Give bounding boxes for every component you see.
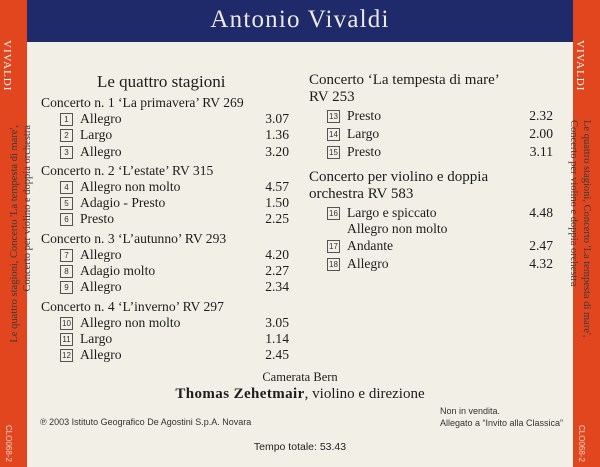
soloist-name: Thomas Zehetmair (175, 386, 305, 402)
track-duration: 4.48 (529, 205, 553, 220)
track-name: Allegro non molto (80, 315, 181, 330)
track-number: 2 (60, 129, 73, 142)
track-duration: 4.32 (529, 256, 553, 271)
track-name: Adagio - Presto (80, 195, 166, 210)
concerto-title: Concerto n. 1 ‘La primavera’ RV 269 (41, 95, 244, 110)
concerto-title-line: Concerto per violino e doppia (309, 169, 489, 185)
track-row[interactable] (327, 109, 553, 125)
track-row[interactable] (60, 280, 289, 296)
track-duration: 2.27 (265, 263, 289, 278)
soloist-line (0, 386, 600, 403)
track-name: Allegro (80, 111, 122, 126)
track-duration: 3.07 (265, 111, 289, 126)
sale-note-line: Allegato a “Invito alla Classica” (440, 418, 564, 428)
track-name-continued: Allegro non molto (347, 221, 448, 236)
track-row[interactable] (60, 112, 289, 128)
track-name: Presto (347, 108, 381, 123)
track-duration: 1.36 (265, 127, 289, 142)
side-line: Concerto per violino e doppia orchestra (22, 125, 33, 292)
track-name: Presto (347, 144, 381, 159)
spine-label: VIVALDI (574, 40, 586, 92)
track-name: Adagio molto (80, 263, 156, 278)
track-row[interactable] (60, 264, 289, 280)
track-number: 13 (327, 110, 340, 123)
track-name: Allegro non molto (80, 179, 181, 194)
ensemble-name: Camerata Bern (262, 370, 338, 384)
track-duration: 1.14 (265, 331, 289, 346)
track-number: 11 (60, 333, 73, 346)
track-row[interactable] (60, 348, 289, 364)
track-row[interactable] (60, 145, 289, 161)
concerto-title-line: orchestra RV 583 (309, 186, 414, 202)
concerto-title-line: RV 253 (309, 89, 355, 105)
track-row[interactable] (327, 257, 553, 273)
track-row[interactable] (60, 212, 289, 228)
track-name: Allegro (347, 256, 389, 271)
concerto-title: Concerto n. 2 ‘L’estate’ RV 315 (41, 163, 214, 178)
spine-code: CLO068-2 (577, 425, 586, 462)
copyright: ℗ 2003 Istituto Geografico De Agostini S.p.A. Novara (40, 417, 252, 427)
track-number: 18 (327, 258, 340, 271)
concerto-title (309, 72, 500, 106)
track-name: Presto (80, 211, 114, 226)
track-duration: 3.05 (265, 315, 289, 330)
track-duration: 4.20 (265, 247, 289, 262)
track-name: Largo e spiccato (347, 205, 437, 220)
composer-title: Antonio Vivaldi (210, 6, 390, 33)
track-duration: 2.00 (529, 126, 553, 141)
side-line: Le quattro stagioni, Concerto 'La tempesta di mare', (581, 120, 592, 338)
track-row[interactable] (327, 127, 553, 143)
track-row[interactable] (60, 180, 289, 196)
section-title: Le quattro stagioni (97, 72, 226, 91)
track-number: 4 (60, 181, 73, 194)
side-line: Le quattro stagioni, Concerto 'La tempesta di mare', (9, 125, 20, 343)
track-number: 10 (60, 317, 73, 330)
track-number: 17 (327, 240, 340, 253)
left-side-text (8, 125, 34, 455)
track-duration: 2.47 (529, 238, 553, 253)
track-number: 6 (60, 213, 73, 226)
sale-note (440, 405, 563, 429)
track-row[interactable] (327, 206, 553, 238)
spine-label: VIVALDI (1, 40, 13, 92)
track-name: Allegro (80, 144, 122, 159)
track-number: 7 (60, 249, 73, 262)
track-name: Allegro (80, 347, 122, 362)
track-number: 9 (60, 281, 73, 294)
track-number: 15 (327, 146, 340, 159)
track-row[interactable] (60, 316, 289, 332)
track-name: Andante (347, 238, 394, 253)
sale-note-line: Non in vendita. (440, 406, 501, 416)
track-duration: 4.57 (265, 179, 289, 194)
track-number: 1 (60, 113, 73, 126)
side-line: Concerto per violino e doppia orchestra (568, 120, 579, 287)
track-name: Largo (80, 331, 113, 346)
track-duration: 2.32 (529, 108, 553, 123)
track-duration: 2.25 (265, 211, 289, 226)
concerto-title: Concerto n. 3 ‘L’autunno’ RV 293 (41, 231, 227, 246)
title-banner (27, 0, 573, 42)
track-duration: 2.34 (265, 279, 289, 294)
track-number: 3 (60, 146, 73, 159)
concerto-title (309, 169, 488, 203)
concerto-title: Concerto n. 4 ‘L’inverno’ RV 297 (41, 299, 224, 314)
track-duration: 2.45 (265, 347, 289, 362)
track-name: Allegro (80, 247, 122, 262)
track-number: 14 (327, 128, 340, 141)
track-number: 8 (60, 265, 73, 278)
track-row[interactable] (327, 145, 553, 161)
track-duration: 3.20 (265, 144, 289, 159)
total-time: Tempo totale: 53.43 (253, 441, 347, 453)
track-row[interactable] (60, 196, 289, 212)
track-row[interactable] (60, 128, 289, 144)
track-row[interactable] (60, 248, 289, 264)
track-duration: 1.50 (265, 195, 289, 210)
track-name: Allegro (80, 279, 122, 294)
soloist-role: , violino e direzione (304, 386, 425, 402)
track-row[interactable] (327, 239, 553, 255)
track-number: 5 (60, 197, 73, 210)
track-row[interactable] (60, 332, 289, 348)
track-name: Largo (347, 126, 380, 141)
track-number: 16 (327, 207, 340, 220)
track-number: 12 (60, 349, 73, 362)
track-duration: 3.11 (529, 144, 553, 159)
track-name: Largo (80, 127, 113, 142)
spine-code: CLO068-2 (4, 425, 13, 462)
concerto-title-line: Concerto ‘La tempesta di mare’ (309, 72, 500, 88)
